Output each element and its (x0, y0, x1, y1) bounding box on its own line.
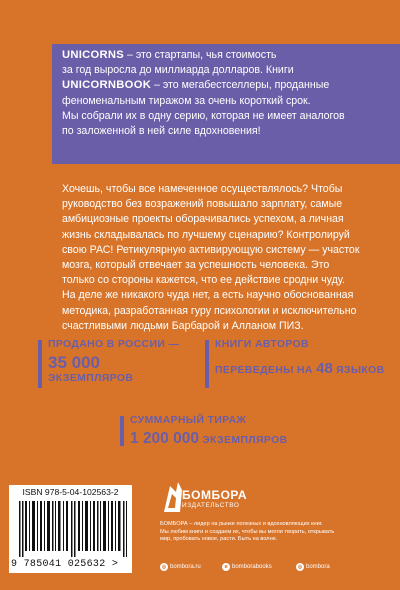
stat-bar (120, 416, 124, 446)
annotation-line: только со стороны кажется, что ее действие сродни чуду. (62, 274, 345, 287)
social-link-vk[interactable]: в bomborabooks (222, 563, 272, 571)
stat-languages-value: 48 (316, 360, 333, 377)
social-link-instagram[interactable]: ◎ bombora (297, 564, 330, 570)
annotation-line: счастливыми людьми Барбарой и Алланом ПИЗ. (62, 319, 304, 332)
publisher-description: БОМБОРА – лидер на рынке полезных и вдохновляющих книг. Мы любим книги и создаем их, чтобы вы могли творить, открывать мир, пробовать новое, расти. Быть на волне. (160, 521, 335, 543)
stat-translations: КНИГИ АВТОРОВ ПЕРЕВЕДЕНЫ НА 48 ЯЗЫКОВ (215, 339, 385, 377)
vk-icon: в (222, 563, 230, 571)
brand-unicornbook: UNICORNBOOK (62, 79, 152, 92)
annotation-line: амбициозные проекты оборачивались успехом, а личная (62, 213, 344, 226)
publisher-name: БОМБОРА (182, 488, 248, 502)
annotation-line: свою РАС! Ретикулярную активирующую систему — участок (62, 243, 360, 256)
stat-total-print: СУММАРНЫЙ ТИРАЖ 1 200 000 ЭКЗЕМПЛЯРОВ (130, 415, 288, 447)
barcode-digits: 9 785041 025632 > (11, 559, 119, 570)
series-description: UNICORNS – это стартапы, чья стоимость за год выросла до миллиарда долларов. Книги UNICORNBOOK – это мегабестселлеры, проданные феноменальным тиражом за очень короткий срок. Мы собрали их в одну серию, которая не имеет аналогов по заложенной в ней силе вдохновения! (62, 49, 345, 138)
stat-total-value: 1 200 000 (130, 430, 199, 447)
isbn: ISBN 978-5-04-102563-2 (22, 487, 119, 497)
annotation-line: На деле же никакого чуда нет, а есть научно обоснованная (62, 289, 354, 302)
stat-bar (205, 340, 209, 388)
barcode-bars (19, 501, 127, 557)
annotation-line: мозга, который отвечает за успешность человека. Это (62, 259, 330, 272)
book-annotation (62, 182, 380, 334)
social-link-site[interactable]: ◎ bombora.ru (161, 564, 201, 570)
publisher-subtitle: ИЗДАТЕЛЬСТВО (182, 502, 240, 509)
annotation-line: руководство без возражений повышало зарплату, самые (62, 198, 343, 211)
barcode (9, 485, 132, 573)
instagram-icon: ◎ (161, 564, 167, 570)
annotation-line: Хочешь, чтобы все намеченное осуществлялось? Чтобы (62, 183, 343, 195)
stat-sold-russia: ПРОДАНО В РОССИИ — 35 000 ЭКЗЕМПЛЯРОВ (48, 338, 198, 386)
stat-sold-value: 35 000 (48, 353, 100, 372)
instagram-icon: ◎ (297, 564, 303, 570)
brand-unicorns: UNICORNS (62, 49, 125, 61)
stat-bar (38, 340, 42, 388)
annotation-line: жизнь складывалась по лучшему сценарию? Контролируй (62, 228, 350, 241)
annotation-line: методика, разработанная гуру психологии и исключительно (62, 304, 357, 317)
